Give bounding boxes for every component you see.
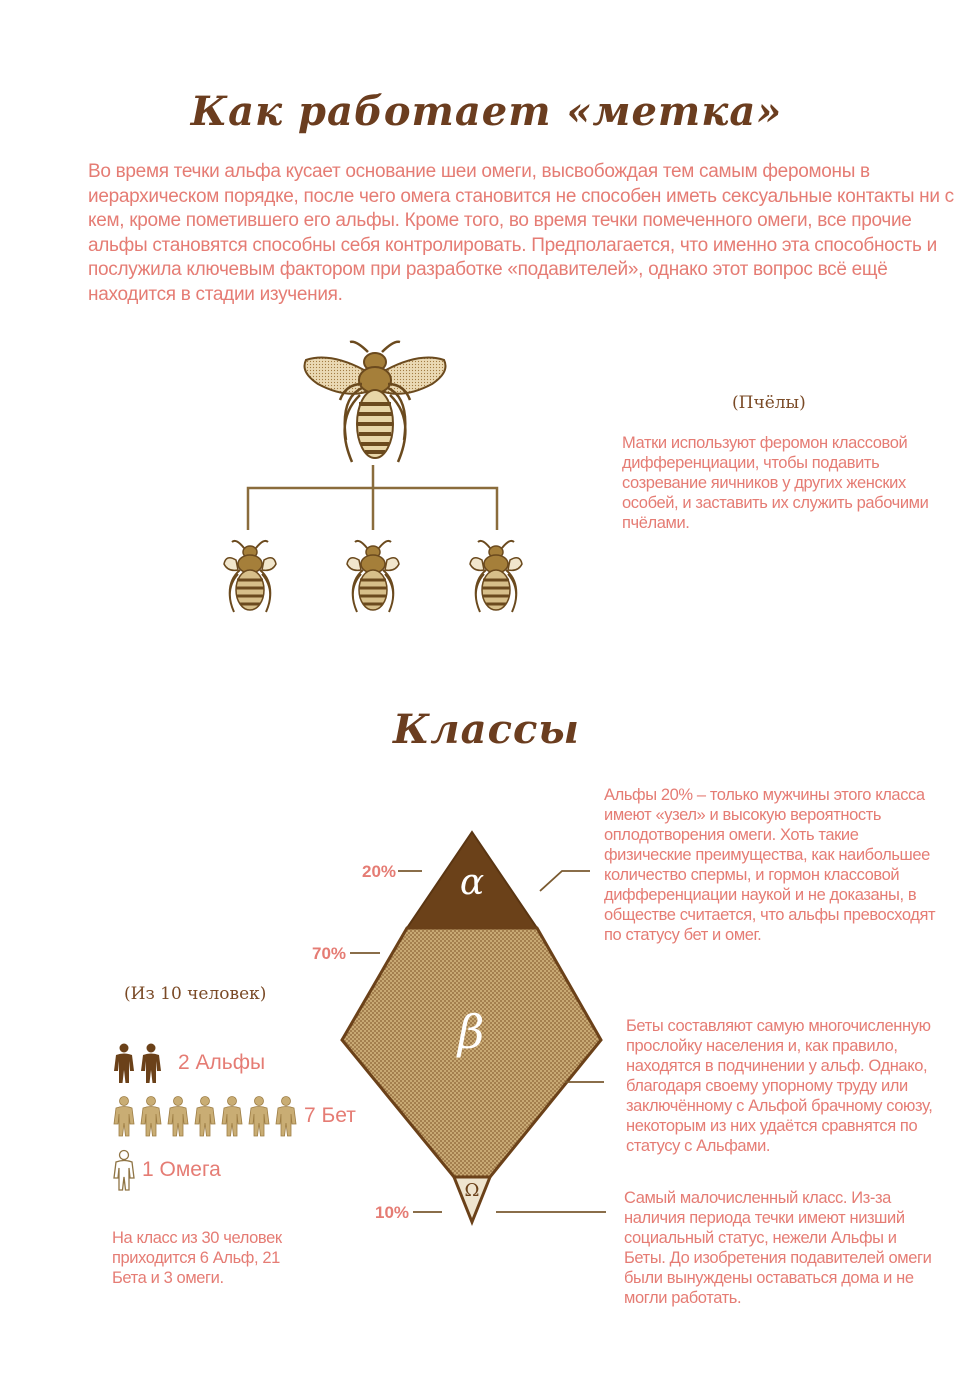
person-icon [114,1097,134,1137]
section-title-mark: Как работает «метка» [190,88,783,135]
person-icon [222,1097,242,1137]
bees-label: (Пчёлы) [732,393,806,413]
worker-bee-icon [470,541,522,612]
count-omega: 1 Омега [142,1158,221,1181]
pct-omega-label: 10% [375,1203,410,1222]
pct-beta-label: 70% [312,944,347,963]
worker-bee-icon [347,541,399,612]
alpha-description: Альфы 20% – только мужчины этого класса имеют «узел» и высокую вероятность оплодотворения омеги. Хоть такие физические преимущества, как наибольшее количество спермы, и гормон классовой дифференциации наукой и не доказаны, в обществе считается, что альфы превосходят по статусу бет и омег. [604,786,936,944]
per10-label: (Из 10 человек) [124,984,267,1004]
person-icon [249,1097,269,1137]
omega-symbol: Ω [464,1180,480,1201]
hierarchy-connector [248,465,497,530]
alpha-symbol: α [459,862,485,903]
beta-description: Беты составляют самую многочисленную прослойку населения и, как правило, находятся в подчинении у альф. Однако, благодаря своему упорному труду или заключённому с Альфой брачному союзу, некоторым из них удаётся сравнятся по статусу с Альфами. [626,1017,933,1155]
per30-note: На класс из 30 человек приходится 6 Альф, 21 Бета и 3 омеги. [112,1229,282,1287]
person-icon [114,1044,134,1084]
omega-description: Самый малочисленный класс. Из-за наличия периода течки имеют низший социальный статус, нежели Альфы и Беты. До изобретения подавителей омеги были вынуждены оставаться дома и не могли работать. [624,1189,932,1307]
count-beta: 7 Бет [304,1104,356,1127]
person-icon [195,1097,215,1137]
person-icon [141,1044,161,1084]
person-icon [141,1097,161,1137]
intro-paragraph: Во время течки альфа кусает основание шеи омеги, высвобождая тем самым феромоны в иерархическом порядке, после чего омега становится не способен иметь сексуальные контакты ни с кем, кроме пометившего его альфы. Кроме того, во время течки помеченного омеги, все прочие альфы становятся способны себя контролировать. Предполагается, что именно эта способность и послужила ключевым фактором при разработке «подавителей», однако этот вопрос всё ещё находится в стадии изучения. [88,161,954,305]
alpha-people [114,1044,161,1084]
worker-bee-icon [224,541,276,612]
beta-symbol: β [457,1005,485,1059]
count-alpha: 2 Альфы [178,1051,266,1074]
omega-people [114,1151,134,1191]
pct-alpha-label: 20% [362,862,397,881]
bees-note: Матки используют феромон классовой дифференциации, чтобы подавить созревание яичников у других женских особей, и заставить их служить рабочими пчёлами. [622,434,929,532]
person-icon [114,1151,134,1191]
beta-people [114,1097,296,1137]
person-icon [168,1097,188,1137]
queen-bee-icon [305,342,446,462]
person-icon [276,1097,296,1137]
section-title-classes: Классы [393,706,580,753]
